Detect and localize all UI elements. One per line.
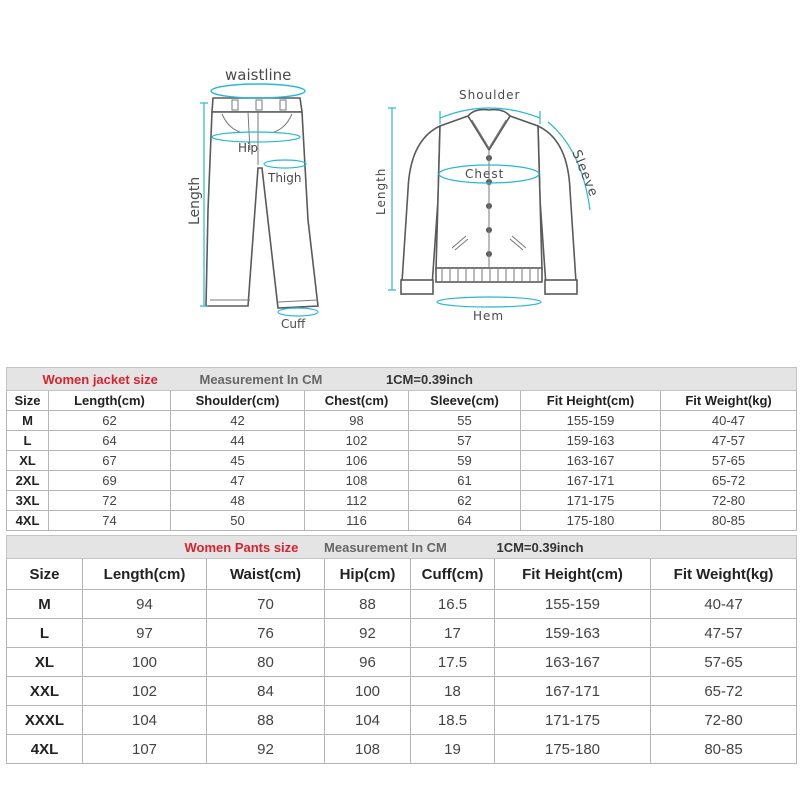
jacket-size-table: [6, 367, 797, 531]
table-cell: 88: [325, 590, 411, 619]
table-cell: 159-163: [495, 619, 651, 648]
table-row: [7, 511, 797, 531]
table-cell: 98: [305, 411, 409, 431]
table-cell: 19: [411, 735, 495, 764]
hem-label: Hem: [473, 309, 505, 323]
measurement-diagrams: [0, 0, 800, 345]
column-header: Fit Height(cm): [521, 391, 661, 411]
size-cell: XXL: [7, 677, 83, 706]
table-cell: 163-167: [521, 451, 661, 471]
table-cell: 116: [305, 511, 409, 531]
size-cell: XL: [7, 648, 83, 677]
column-header: Shoulder(cm): [171, 391, 305, 411]
pants-illustration: [187, 66, 318, 331]
table-cell: 70: [207, 590, 325, 619]
table-cell: 80-85: [661, 511, 797, 531]
table-row: [7, 491, 797, 511]
table-cell: 155-159: [495, 590, 651, 619]
table-cell: 40-47: [651, 590, 797, 619]
table-row: [7, 735, 797, 764]
table-row: [7, 411, 797, 431]
table-cell: 45: [171, 451, 305, 471]
table-cell: 171-175: [521, 491, 661, 511]
table-row: [7, 451, 797, 471]
size-cell: M: [7, 590, 83, 619]
cuff-label: Cuff: [281, 317, 306, 331]
table-cell: 72-80: [651, 706, 797, 735]
table-cell: 88: [207, 706, 325, 735]
table-cell: 97: [83, 619, 207, 648]
table-row: [7, 590, 797, 619]
table-cell: 80: [207, 648, 325, 677]
table-cell: 47-57: [661, 431, 797, 451]
size-cell: M: [7, 411, 49, 431]
table-row: [7, 471, 797, 491]
table-cell: 96: [325, 648, 411, 677]
table-row: [7, 619, 797, 648]
table-row: [7, 431, 797, 451]
table-cell: 64: [49, 431, 171, 451]
table-cell: 57-65: [661, 451, 797, 471]
table-cell: 65-72: [651, 677, 797, 706]
table-cell: 62: [49, 411, 171, 431]
table-cell: 175-180: [521, 511, 661, 531]
table-cell: 112: [305, 491, 409, 511]
table-cell: 42: [171, 411, 305, 431]
table-cell: 76: [207, 619, 325, 648]
shoulder-label: Shoulder: [459, 88, 521, 102]
size-cell: 3XL: [7, 491, 49, 511]
table-cell: 163-167: [495, 648, 651, 677]
table-cell: 94: [83, 590, 207, 619]
table-cell: 72: [49, 491, 171, 511]
table-cell: 108: [325, 735, 411, 764]
table-cell: 84: [207, 677, 325, 706]
table-cell: 171-175: [495, 706, 651, 735]
table-cell: 62: [409, 491, 521, 511]
table-cell: 44: [171, 431, 305, 451]
jacket-conversion-note: 1CM=0.39inch: [385, 371, 474, 387]
table-cell: 48: [171, 491, 305, 511]
table-cell: 159-163: [521, 431, 661, 451]
jacket-table-header: [7, 391, 797, 411]
table-cell: 167-171: [521, 471, 661, 491]
table-cell: 55: [409, 411, 521, 431]
table-cell: 104: [325, 706, 411, 735]
pants-length-label: Length: [187, 176, 203, 225]
table-cell: 106: [305, 451, 409, 471]
table-cell: 100: [325, 677, 411, 706]
table-cell: 108: [305, 471, 409, 491]
hip-label: Hip: [238, 141, 258, 155]
table-cell: 47-57: [651, 619, 797, 648]
table-cell: 17.5: [411, 648, 495, 677]
table-cell: 18: [411, 677, 495, 706]
column-header: Fit Height(cm): [495, 559, 651, 590]
table-cell: 80-85: [651, 735, 797, 764]
size-cell: XXXL: [7, 706, 83, 735]
table-cell: 175-180: [495, 735, 651, 764]
table-cell: 69: [49, 471, 171, 491]
column-header: Length(cm): [83, 559, 207, 590]
jacket-illustration: [374, 88, 601, 323]
table-cell: 50: [171, 511, 305, 531]
column-header: Chest(cm): [305, 391, 409, 411]
jacket-table-banner: [7, 368, 797, 391]
pants-conversion-note: 1CM=0.39inch: [496, 539, 584, 555]
pants-table-header: [7, 559, 797, 590]
column-header: Size: [7, 391, 49, 411]
hem-marker: [437, 297, 541, 307]
table-row: [7, 706, 797, 735]
column-header: Length(cm): [49, 391, 171, 411]
table-cell: 65-72: [661, 471, 797, 491]
thigh-label: Thigh: [268, 171, 302, 185]
cuff-marker: [278, 308, 318, 316]
table-cell: 167-171: [495, 677, 651, 706]
table-cell: 67: [49, 451, 171, 471]
jacket-table-title: Women jacket size: [42, 371, 158, 387]
table-row: [7, 677, 797, 706]
table-cell: 59: [409, 451, 521, 471]
waistline-label: waistline: [225, 66, 292, 84]
table-cell: 57-65: [651, 648, 797, 677]
pants-table-banner: [7, 536, 797, 559]
table-cell: 104: [83, 706, 207, 735]
size-cell: 4XL: [7, 735, 83, 764]
table-cell: 17: [411, 619, 495, 648]
table-cell: 107: [83, 735, 207, 764]
table-cell: 155-159: [521, 411, 661, 431]
table-cell: 57: [409, 431, 521, 451]
table-cell: 16.5: [411, 590, 495, 619]
pants-measurement-note: Measurement In CM: [324, 539, 447, 555]
size-cell: XL: [7, 451, 49, 471]
table-cell: 100: [83, 648, 207, 677]
column-header: Waist(cm): [207, 559, 325, 590]
table-cell: 64: [409, 511, 521, 531]
column-header: Fit Weight(kg): [651, 559, 797, 590]
size-cell: 2XL: [7, 471, 49, 491]
column-header: Size: [7, 559, 83, 590]
column-header: Fit Weight(kg): [661, 391, 797, 411]
jacket-length-label: Length: [374, 167, 388, 215]
table-cell: 40-47: [661, 411, 797, 431]
size-cell: L: [7, 619, 83, 648]
column-header: Cuff(cm): [411, 559, 495, 590]
table-cell: 47: [171, 471, 305, 491]
waistline-marker: [211, 84, 305, 98]
table-cell: 72-80: [661, 491, 797, 511]
table-cell: 92: [325, 619, 411, 648]
pants-table-title: Women Pants size: [184, 539, 299, 555]
sleeve-label: Sleeve: [568, 147, 601, 200]
table-cell: 74: [49, 511, 171, 531]
chest-label: Chest: [465, 167, 505, 181]
table-cell: 61: [409, 471, 521, 491]
table-cell: 92: [207, 735, 325, 764]
size-cell: 4XL: [7, 511, 49, 531]
table-cell: 18.5: [411, 706, 495, 735]
table-cell: 102: [83, 677, 207, 706]
size-cell: L: [7, 431, 49, 451]
table-cell: 102: [305, 431, 409, 451]
column-header: Sleeve(cm): [409, 391, 521, 411]
jacket-measurement-note: Measurement In CM: [199, 371, 323, 387]
column-header: Hip(cm): [325, 559, 411, 590]
pants-size-table: [6, 535, 797, 764]
table-row: [7, 648, 797, 677]
